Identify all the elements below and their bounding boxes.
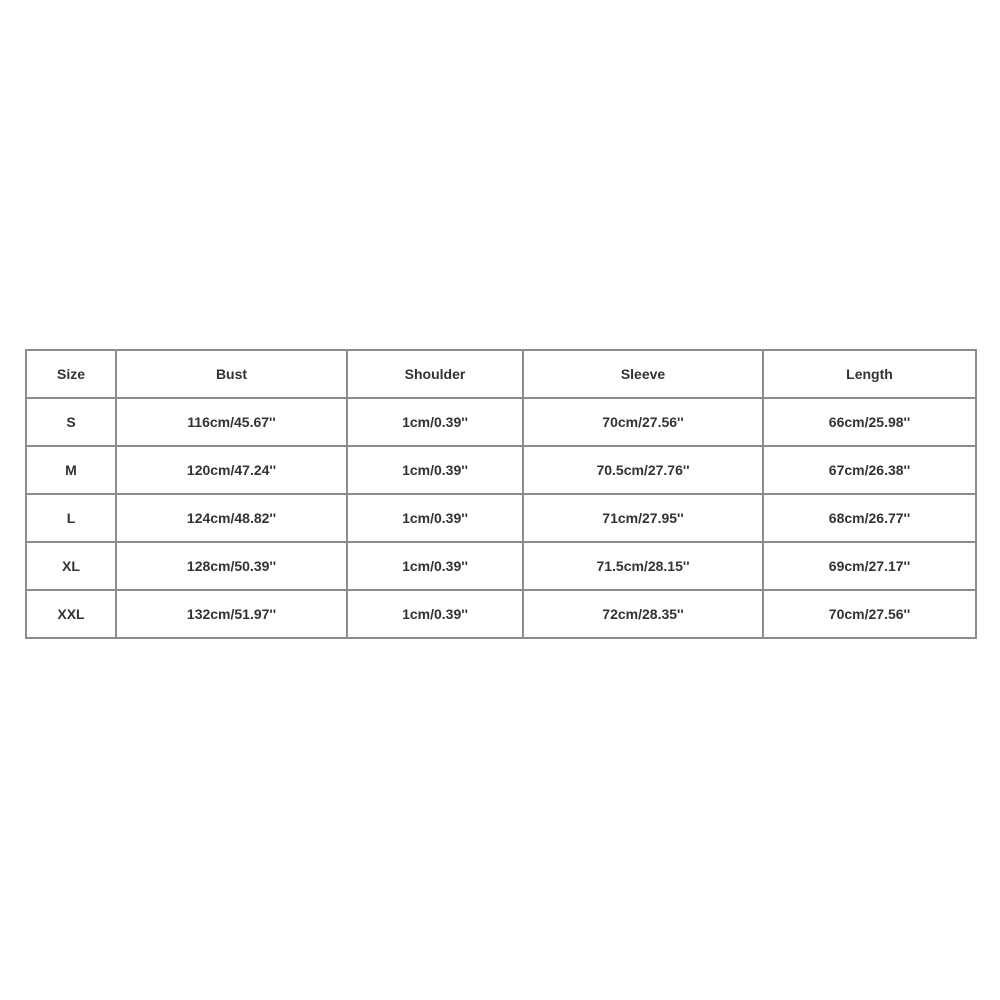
cell-sleeve: 71.5cm/28.15'' xyxy=(523,542,763,590)
cell-bust: 120cm/47.24'' xyxy=(116,446,347,494)
header-sleeve: Sleeve xyxy=(523,350,763,398)
cell-length: 67cm/26.38'' xyxy=(763,446,976,494)
size-chart-table xyxy=(25,349,977,639)
cell-length: 69cm/27.17'' xyxy=(763,542,976,590)
cell-bust: 124cm/48.82'' xyxy=(116,494,347,542)
cell-shoulder: 1cm/0.39'' xyxy=(347,446,523,494)
cell-shoulder: 1cm/0.39'' xyxy=(347,590,523,638)
cell-size: XL xyxy=(26,542,116,590)
cell-sleeve: 71cm/27.95'' xyxy=(523,494,763,542)
header-bust: Bust xyxy=(116,350,347,398)
cell-sleeve: 70cm/27.56'' xyxy=(523,398,763,446)
cell-size: S xyxy=(26,398,116,446)
cell-length: 70cm/27.56'' xyxy=(763,590,976,638)
table-row xyxy=(26,446,976,494)
header-size: Size xyxy=(26,350,116,398)
table-row xyxy=(26,398,976,446)
cell-size: XXL xyxy=(26,590,116,638)
cell-sleeve: 70.5cm/27.76'' xyxy=(523,446,763,494)
table-row xyxy=(26,542,976,590)
table-row xyxy=(26,590,976,638)
header-shoulder: Shoulder xyxy=(347,350,523,398)
cell-shoulder: 1cm/0.39'' xyxy=(347,542,523,590)
cell-size: L xyxy=(26,494,116,542)
cell-shoulder: 1cm/0.39'' xyxy=(347,494,523,542)
cell-shoulder: 1cm/0.39'' xyxy=(347,398,523,446)
cell-bust: 128cm/50.39'' xyxy=(116,542,347,590)
cell-size: M xyxy=(26,446,116,494)
cell-sleeve: 72cm/28.35'' xyxy=(523,590,763,638)
header-row xyxy=(26,350,976,398)
cell-length: 66cm/25.98'' xyxy=(763,398,976,446)
cell-bust: 132cm/51.97'' xyxy=(116,590,347,638)
cell-length: 68cm/26.77'' xyxy=(763,494,976,542)
header-length: Length xyxy=(763,350,976,398)
table-row xyxy=(26,494,976,542)
cell-bust: 116cm/45.67'' xyxy=(116,398,347,446)
